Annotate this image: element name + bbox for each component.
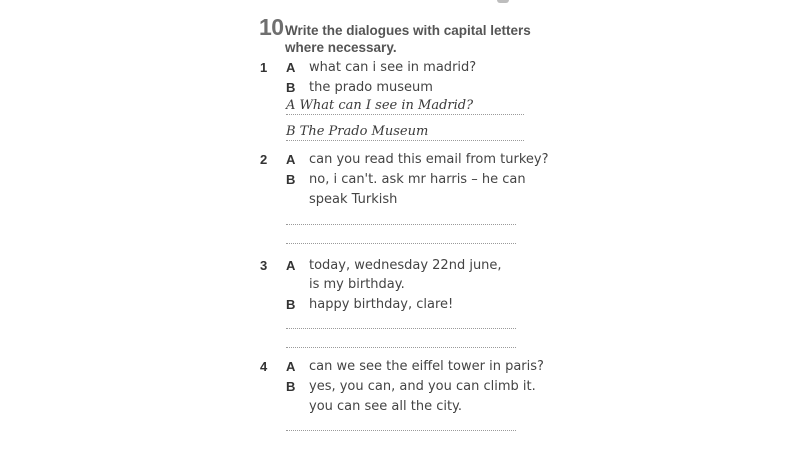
speaker-a-text: can we see the eiffel tower in paris? [309,359,544,374]
answer-line[interactable] [286,114,524,115]
speaker-b-label: B [286,172,296,187]
item-number: 3 [260,258,268,273]
instruction-line-1: Write the dialogues with capital letters [285,23,531,38]
instruction-line-2: where necessary. [285,40,397,55]
speaker-a-label: A [286,60,296,75]
item-number: 1 [260,60,268,75]
speaker-b-text-line-1: yes, you can, and you can climb it. [309,379,536,394]
speaker-a-text-line-1: today, wednesday 22nd june, [309,258,502,273]
speaker-a-text-line-2: is my birthday. [309,277,405,292]
answer-line[interactable] [286,430,516,431]
speaker-b-text-line-2: you can see all the city. [309,399,463,414]
item-number: 2 [260,152,268,167]
item-number: 4 [260,359,268,374]
speaker-b-label: B [286,297,296,312]
speaker-b-text-line-2: speak Turkish [309,192,398,207]
speaker-b-label: B [286,379,296,394]
speaker-b-label: B [286,80,296,95]
speaker-a-text: what can i see in madrid? [309,60,477,75]
answer-line[interactable] [286,243,516,244]
exercise-number: 10 [259,14,284,40]
speaker-a-label: A [286,152,296,167]
handwritten-answer-a: A What can I see in Madrid? [286,98,474,113]
speaker-a-label: A [286,258,296,273]
handwritten-answer-b: B The Prado Museum [286,124,429,139]
speaker-b-text-line-1: no, i can't. ask mr harris – he can [309,172,526,187]
answer-line[interactable] [286,224,516,225]
answer-line[interactable] [286,140,524,141]
speaker-b-text: happy birthday, clare! [309,297,454,312]
speaker-b-text: the prado museum [309,80,433,95]
speaker-a-label: A [286,359,296,374]
answer-line[interactable] [286,328,516,329]
answer-line[interactable] [286,347,516,348]
speaker-a-text: can you read this email from turkey? [309,152,549,167]
page-edge-mark [497,0,509,3]
